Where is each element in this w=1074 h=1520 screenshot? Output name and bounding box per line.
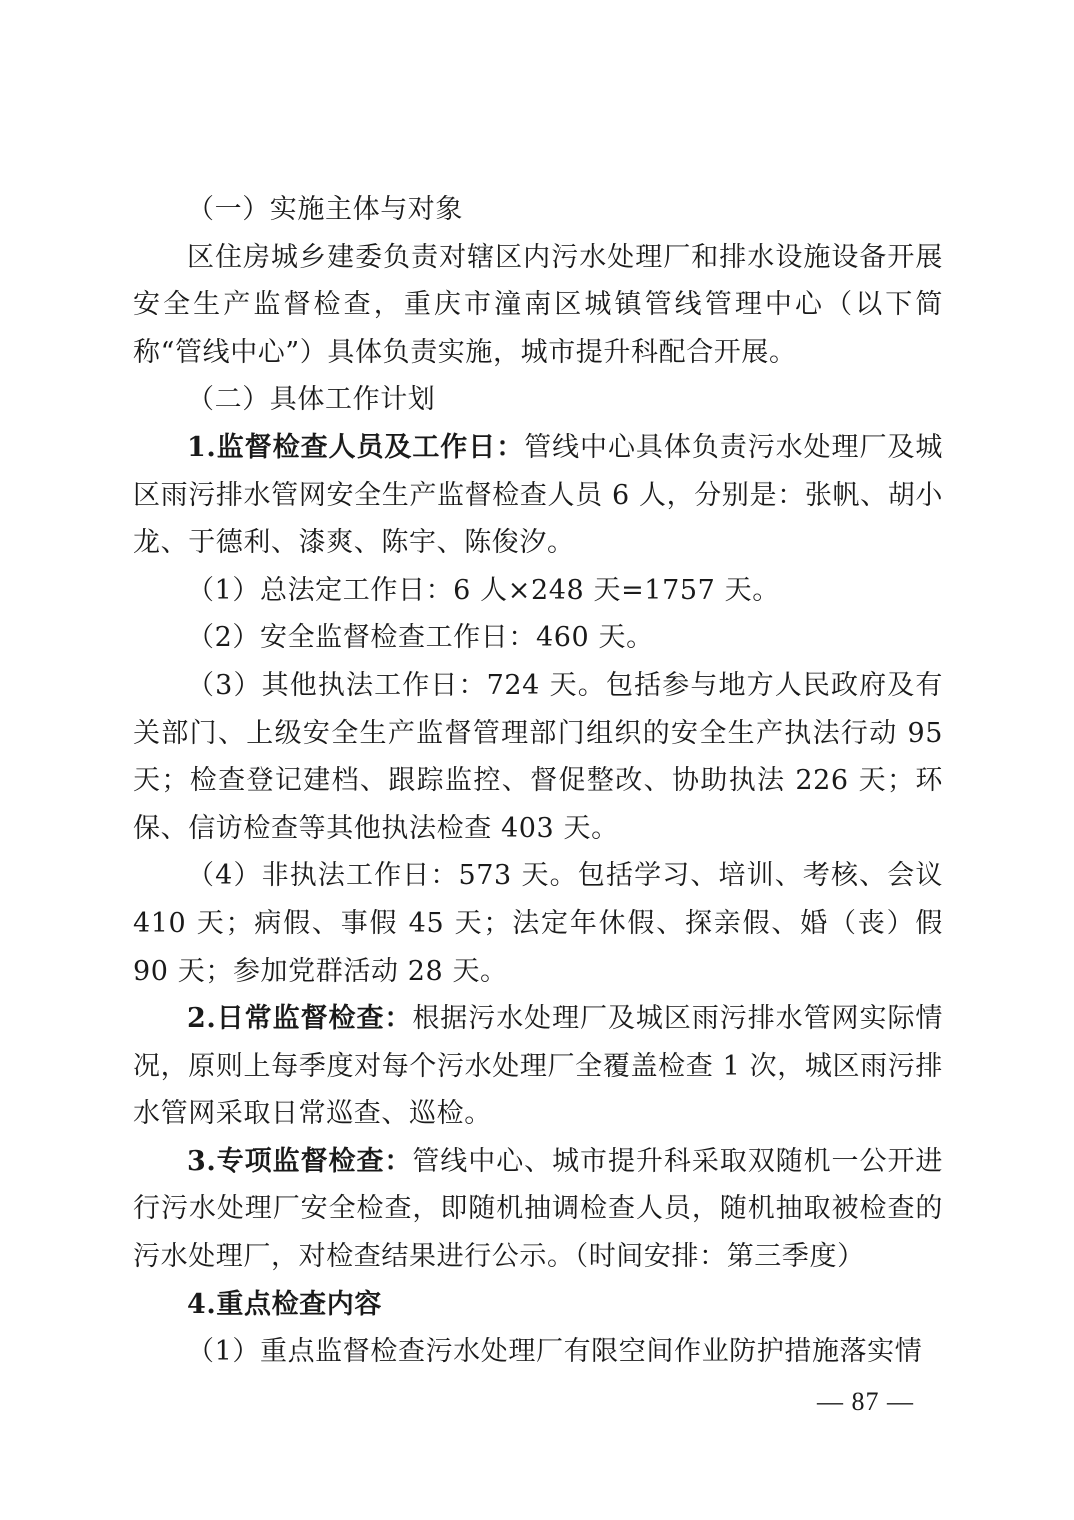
item-4-sub-1: （1）重点监督检查污水处理厂有限空间作业防护措施落实情	[187, 1336, 923, 1368]
item-2-body: 根据污水处理厂及城区雨污排水管网实际情况，原则上每季度对每个污水处理厂全覆盖检查 1 次，城区雨污排水管网采取日常巡查、巡检。	[133, 1003, 943, 1130]
item-1-sub-1: （1）总法定工作日：6 人×248 天=1757 天。	[187, 574, 780, 606]
item-1-sub-3: （3）其他执法工作日：724 天。包括参与地方人民政府及有关部门、上级安全生产监督管理部门组织的安全生产执法行动 95 天；检查登记建档、跟踪监控、督促整改、协助执法 226 天；环保、信访检查等其他执法检查 403 天。	[133, 669, 943, 844]
item-4-paragraph	[133, 1281, 943, 1329]
item-1-sub-2: （2）安全监督检查工作日：460 天。	[187, 622, 654, 654]
item-3-body: 管线中心、城市提升科采取双随机一公开进行污水处理厂安全检查，即随机抽调检查人员，随机抽取被检查的污水处理厂，对检查结果进行公示。（时间安排：第三季度）	[133, 1145, 943, 1273]
item-1-paragraph	[133, 424, 943, 567]
item-1-sub-4: （4）非执法工作日：573 天。包括学习、培训、考核、会议 410 天；病假、事假 45 天；法定年休假、探亲假、婚（丧）假 90 天；参加党群活动 28 天。	[133, 860, 943, 987]
item-2-paragraph	[133, 995, 943, 1138]
item-2-title: 2.日常监督检查：	[187, 1003, 413, 1035]
section-1-body: 区住房城乡建委负责对辖区内污水处理厂和排水设施设备开展安全生产监督检查，重庆市潼南区城镇管线管理中心（以下简称“管线中心”）具体负责实施，城市提升科配合开展。	[133, 241, 943, 368]
section-1-heading: （一）实施主体与对象	[187, 194, 463, 225]
item-1-body: 管线中心具体负责污水处理厂及城区雨污排水管网安全生产监督检查人员 6 人，分别是：张帆、胡小龙、于德利、漆爽、陈宇、陈俊汐。	[133, 431, 943, 559]
item-1-title: 1.监督检查人员及工作日：	[187, 431, 525, 463]
item-3-title: 3.专项监督检查：	[187, 1145, 413, 1177]
item-4-title: 4.重点检查内容	[187, 1288, 382, 1320]
page-number: — 87 —	[817, 1387, 914, 1416]
section-2-heading: （二）具体工作计划	[187, 384, 436, 416]
item-3-paragraph	[133, 1138, 943, 1281]
document-body	[133, 186, 943, 1376]
